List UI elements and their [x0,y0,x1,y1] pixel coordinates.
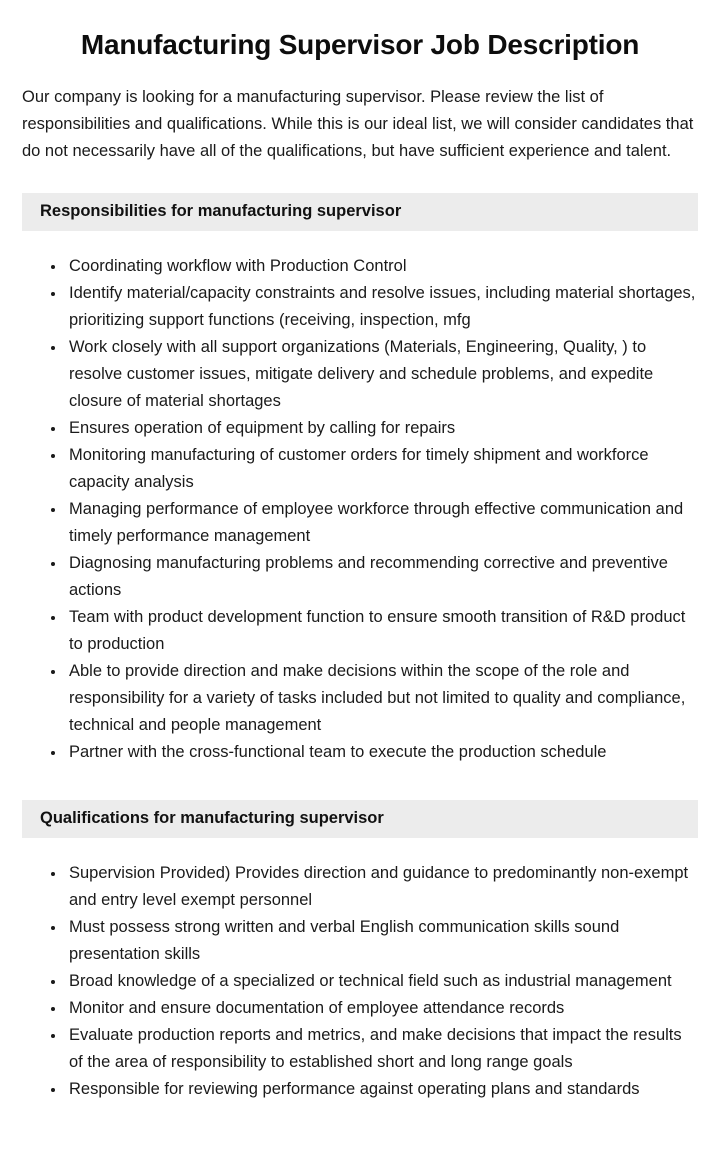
intro-paragraph: Our company is looking for a manufacturing supervisor. Please review the list of responsibilities and qualifications. While this is our ideal list, we will consider candidates that do not necessarily have all of the qualifications, but have sufficient experience and talent. [22,88,694,160]
list-item: • Responsible for reviewing performance against operating plans and standards [66,1076,698,1103]
list-item: • Team with product development function to ensure smooth transition of R&D product to production [66,604,698,658]
section-heading-qualifications: Qualifications for manufacturing supervisor [22,800,698,838]
list-item: • Evaluate production reports and metrics, and make decisions that impact the results of the area of responsibility to established short and long range goals [66,1022,698,1076]
list-item: • Managing performance of employee workforce through effective communication and timely performance management [66,496,698,550]
list-item: • Ensures operation of equipment by calling for repairs [66,415,698,442]
list-item: • Partner with the cross-functional team to execute the production schedule [66,739,698,766]
responsibilities-list [22,253,698,766]
list-item: • Monitoring manufacturing of customer orders for timely shipment and workforce capacity analysis [66,442,698,496]
list-item: • Broad knowledge of a specialized or technical field such as industrial management [66,968,698,995]
list-item: • Able to provide direction and make decisions within the scope of the role and responsibility for a variety of tasks included but not limited to quality and compliance, technical and people management [66,658,698,739]
qualifications-list [22,860,698,1103]
section-heading-responsibilities: Responsibilities for manufacturing supervisor [22,193,698,231]
list-item: • Identify material/capacity constraints and resolve issues, including material shortages, prioritizing support functions (receiving, inspection, mfg [66,280,698,334]
list-item: • Diagnosing manufacturing problems and recommending corrective and preventive actions [66,550,698,604]
page-title: Manufacturing Supervisor Job Description [80,29,640,60]
list-item: • Supervision Provided) Provides direction and guidance to predominantly non-exempt and entry level exempt personnel [66,860,698,914]
list-item: • Must possess strong written and verbal English communication skills sound presentation skills [66,914,698,968]
list-item: • Coordinating workflow with Production Control [66,253,698,280]
list-item: • Work closely with all support organizations (Materials, Engineering, Quality, ) to resolve customer issues, mitigate delivery and schedule problems, and expedite closure of material shortages [66,334,698,415]
list-item: • Monitor and ensure documentation of employee attendance records [66,995,698,1022]
